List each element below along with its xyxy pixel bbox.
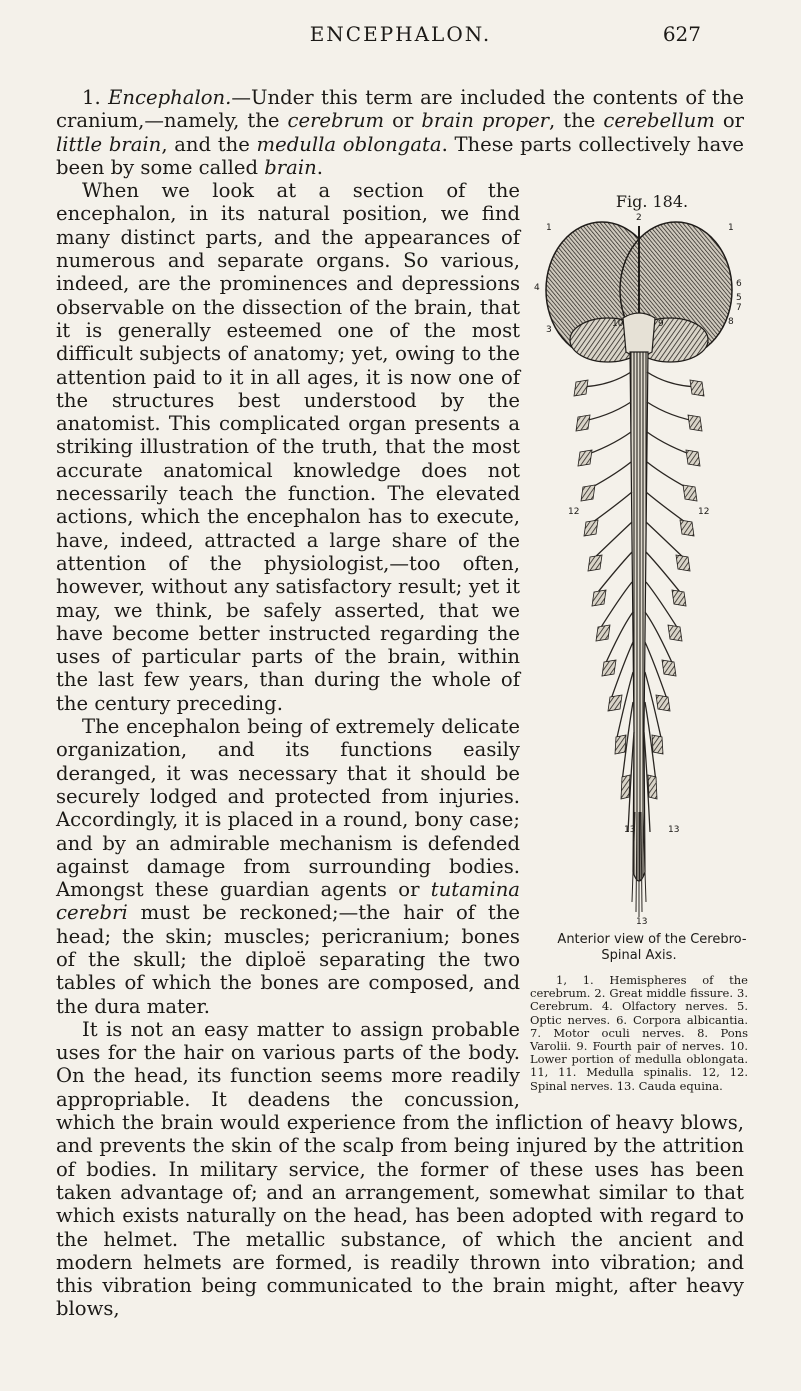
figure-label: 13	[636, 916, 648, 924]
term-brain-proper: brain proper	[421, 109, 550, 133]
figure-label: 8	[728, 316, 734, 327]
term-brain: brain	[264, 155, 317, 179]
pons-shape	[623, 313, 655, 356]
text-run: or	[714, 109, 744, 133]
figure-label: 9	[658, 318, 664, 329]
spinal-nerves-left	[576, 372, 634, 832]
figure-label: 1	[728, 222, 734, 233]
term-tutamina-cerebri: tutamina cerebri	[56, 878, 520, 925]
text-run: The encephalon being of extremely delicate organization, and its functions easily deranged, it was necessary that it should be securely lodged and protected from injuries. Accordingly, it is placed in a round, bony case; and by an admirable mechanism is defended against damage from surrounding bodies. Amongst these guardian agents or	[56, 715, 520, 902]
spinal-cord-shape	[630, 352, 648, 881]
figure-title: Fig. 184.	[615, 191, 689, 211]
text-run: —Under this term are included the contents of the cranium,—namely, the	[56, 86, 744, 133]
text-run: , and the	[161, 132, 257, 156]
figure-label: 10	[612, 318, 624, 329]
section-number: 1.	[82, 86, 109, 109]
nerve-bundles-right	[648, 380, 704, 799]
paragraph-4: It is not an easy matter to assign probable uses for the hair on various parts of the body. On the head, its function seems more readily appropriable. It deadens the concussion, which the brain would experience from the infliction of heavy blows, and prevents the skin of the scalp from being injured by the attrition of bodies. In military service, the former of these uses has been taken advantage of; and an arrangement, somewhat similar to that which exists naturally on the head, has been adopted with regard to the helmet. The metallic substance, of which the ancient and modern helmets are formed, is readily thrown into vibration; and this vibration being communicated to the brain might, after heavy blows,	[56, 1017, 744, 1321]
nerve-bundles-left	[574, 380, 630, 799]
running-title: ENCEPHALON.	[309, 22, 492, 46]
term-medulla-oblongata: medulla oblongata	[256, 132, 442, 156]
page-header	[0, 18, 801, 52]
figure-label: 12	[698, 506, 710, 517]
text-run: must be reckoned;—the hair of the head; the skin; muscles; pericranium; bones of the skull; the diploë separating the two tables of which the bones are composed, and the dura mater.	[56, 901, 520, 1018]
figure-label: 13	[624, 824, 636, 835]
figure-label: 12	[568, 506, 580, 517]
figure-label: 2	[636, 212, 642, 223]
spinal-nerves-right	[644, 372, 702, 832]
text-run: or	[384, 109, 422, 133]
figure-label: 6	[736, 278, 742, 289]
figure-label: 13	[668, 824, 680, 835]
figure-184	[528, 156, 750, 1093]
figure-label: 1	[546, 222, 552, 233]
text-run: .	[316, 155, 323, 179]
body-text	[56, 86, 748, 1321]
figure-label: 4	[534, 282, 540, 293]
cerebro-spinal-axis-illustration	[528, 212, 750, 924]
term-little-brain: little brain	[56, 132, 162, 156]
page-number: 627	[662, 22, 701, 46]
text-run: . These parts collectively have been by some called	[56, 132, 744, 179]
figure-label: 7	[736, 302, 742, 313]
term-cerebellum: cerebellum	[603, 109, 715, 133]
text-run: , the	[549, 109, 604, 133]
paragraph-2: When we look at a section of the encephalon, in its natural position, we find many distinct parts, and the appearances of numerous and separate organs. So various, indeed, are the prominences and depressions observable on the dissection of the brain, that it is generally esteemed one of the most difficult subjects of anatomy; yet, owing to the attention paid to it in all ages, it is now one of the structures best understood by the anatomist. This complicated organ presents a striking illustration of the truth, that the most accurate anatomical knowledge does not necessarily teach the function. The elevated actions, which the encephalon has to execute, have, indeed, attracted a large share of the attention of the physiologist,—too often, however, without any satisfactory result; yet it may, we think, be safely asserted, that we have become better instructed regarding the uses of particular parts of the brain, within the last few years, than during the whole of the century preceding.	[56, 179, 520, 715]
figure-label: 3	[546, 324, 552, 335]
figure-label: 5	[736, 292, 742, 303]
term-encephalon: Encephalon.	[108, 86, 232, 109]
term-cerebrum: cerebrum	[287, 109, 385, 133]
figure-caption-title: Anterior view of the Cerebro-Spinal Axis.	[557, 931, 747, 963]
figure-caption-text: 1, 1. Hemispheres of the cerebrum. 2. Great middle fissure. 3. Cerebrum. 4. Olfactory nerves. 5. Optic nerves. 6. Corpora albicantia. 7. Motor oculi nerves. 8. Pons Varolii. 9. Fourth pair of nerves. 10. Lower portion of medulla oblongata. 11, 11. Medulla spinalis. 12, 12. Spinal nerves. 13. Cauda equina.	[530, 972, 748, 1093]
